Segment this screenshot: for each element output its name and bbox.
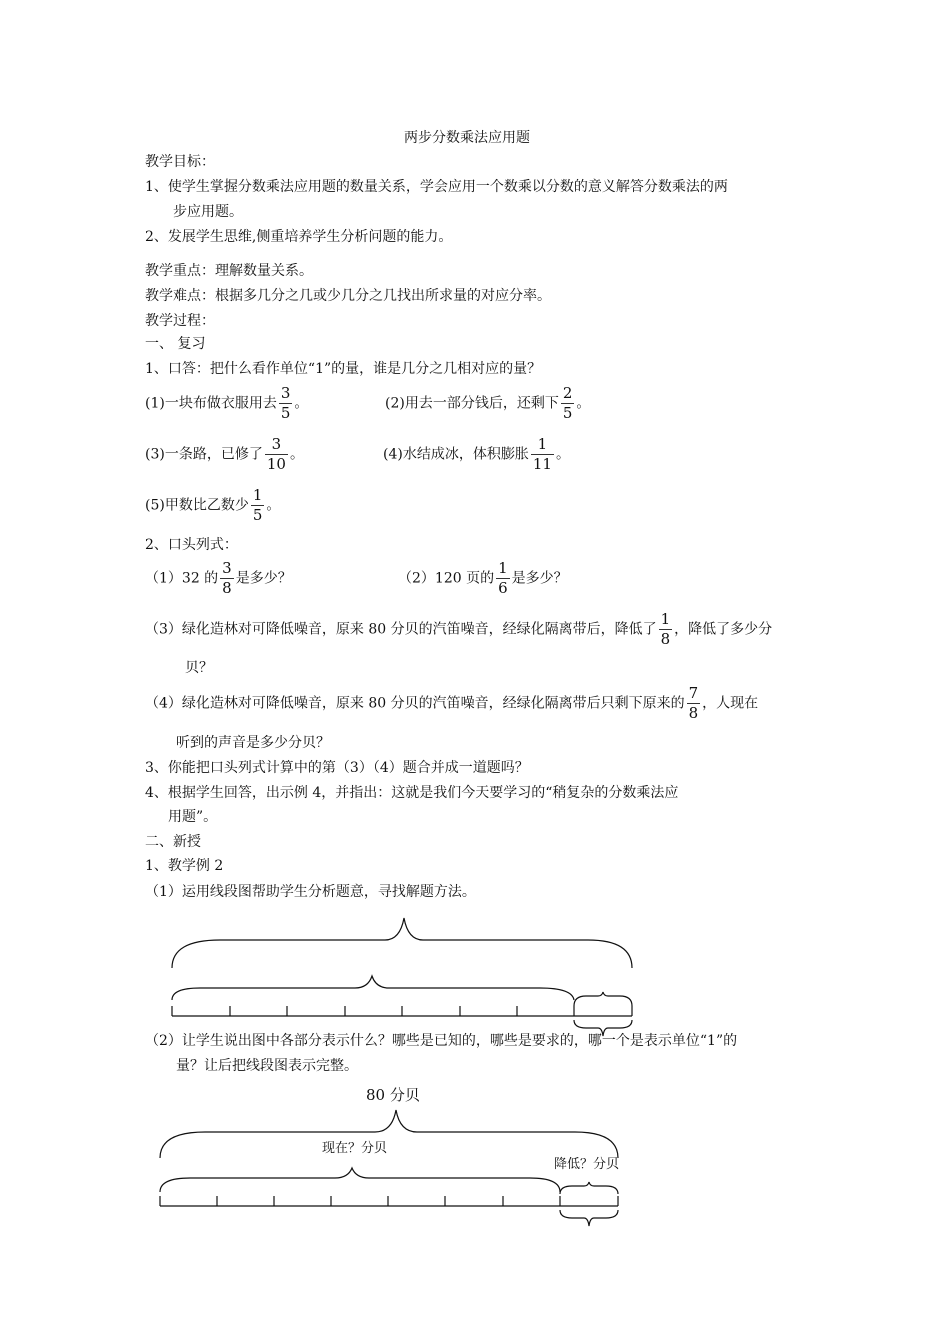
section-2-heading: 二、新授 xyxy=(145,834,201,850)
item-4: (4)水结成冰，体积膨胀 $\frac{1}{11}$ 。 xyxy=(383,435,570,473)
page-title: 两步分数乘法应用题 xyxy=(404,130,530,146)
example-step-1: （1）运用线段图帮助学生分析题意，寻找解题方法。 xyxy=(145,884,476,900)
now-label: 现在？分贝 xyxy=(322,1141,388,1156)
section-1-heading: 一、 复习 xyxy=(145,336,206,352)
item-2: (2)用去一部分钱后，还剩下 $\frac{2}{5}$ 。 xyxy=(385,384,591,422)
key-point: 教学重点：理解数量关系。 xyxy=(145,263,313,279)
problem-3: （3）绿化造林对可降低噪音，原来 80 分贝的汽笛噪音，经绿化隔离带后，降低了 $\frac{1}{8}$ ，降低了多少分 xyxy=(145,610,773,648)
reduce-label: 降低？分贝 xyxy=(554,1157,620,1172)
process-heading: 教学过程： xyxy=(145,313,215,329)
question-2: 2、口头列式： xyxy=(145,537,238,553)
goal-2: 2、发展学生思维,侧重培养学生分析问题的能力。 xyxy=(145,229,453,245)
problem-3-cont: 贝？ xyxy=(185,660,213,676)
question-3: 3、你能把口头列式计算中的第（3）（4）题合并成一道题吗？ xyxy=(145,760,529,776)
goal-1-cont: 步应用题。 xyxy=(173,204,243,220)
bottom-brace xyxy=(560,1210,618,1226)
question-4: 4、根据学生回答，出示例 4，并指出：这就是我们今天要学习的“稍复杂的分数乘法应 xyxy=(145,785,679,801)
fraction: $\frac{3}{10}$ xyxy=(266,435,286,473)
fraction: $\frac{3}{5}$ xyxy=(280,384,291,422)
difficulty: 教学难点：根据多几分之几或少几分之几找出所求量的对应分率。 xyxy=(145,288,551,304)
top-brace xyxy=(160,1110,618,1158)
fraction: $\frac{1}{8}$ xyxy=(660,610,671,648)
oral-1: （1）32 的 $\frac{3}{8}$ 是多少？ xyxy=(145,559,292,597)
oral-2: （2）120 页的 $\frac{1}{6}$ 是多少？ xyxy=(398,559,568,597)
tick-marks xyxy=(172,1006,632,1016)
goal-1: 1、使学生掌握分数乘法应用题的数量关系，学会应用一个数乘以分数的意义解答分数乘法的两 xyxy=(145,179,728,195)
problem-4: （4）绿化造林对可降低噪音，原来 80 分贝的汽笛噪音，经绿化隔离带后只剩下原来的 $\frac{7}{8}$ ，人现在 xyxy=(145,684,759,722)
fraction: $\frac{1}{11}$ xyxy=(532,435,552,473)
item-1: (1)一块布做衣服用去 $\frac{3}{5}$ 。 xyxy=(145,384,309,422)
goals-heading: 教学目标： xyxy=(145,154,215,170)
fraction: $\frac{7}{8}$ xyxy=(688,684,699,722)
fraction: $\frac{1}{5}$ xyxy=(252,486,263,524)
question-1: 1、口答：把什么看作单位“1”的量，谁是几分之几相对应的量？ xyxy=(145,361,542,377)
fraction: $\frac{3}{8}$ xyxy=(222,559,232,597)
item-5: (5)甲数比乙数少 $\frac{1}{5}$ 。 xyxy=(145,486,281,524)
total-label: 80 分贝 xyxy=(366,1086,420,1104)
item-3: (3)一条路，已修了 $\frac{3}{10}$ 。 xyxy=(145,435,304,473)
example-step-2-cont: 量？让后把线段图表示完整。 xyxy=(176,1058,358,1074)
top-brace xyxy=(172,918,632,968)
fraction: $\frac{2}{5}$ xyxy=(562,384,573,422)
segment-diagram-2 xyxy=(150,1080,640,1230)
segment-diagram-1 xyxy=(160,910,650,1040)
problem-4-cont: 听到的声音是多少分贝？ xyxy=(176,735,330,751)
example-step-2: （2）让学生说出图中各部分表示什么？哪些是已知的，哪些是要求的，哪一个是表示单位“1”的 xyxy=(145,1033,738,1049)
small-brace-top xyxy=(574,992,632,1006)
middle-brace xyxy=(172,976,574,1000)
question-4-cont: 用题”。 xyxy=(168,809,218,825)
tick-marks xyxy=(160,1196,618,1206)
middle-brace xyxy=(160,1168,560,1192)
example-heading: 1、教学例 2 xyxy=(145,858,224,874)
small-brace-top xyxy=(560,1182,618,1194)
fraction: $\frac{1}{6}$ xyxy=(498,559,508,597)
